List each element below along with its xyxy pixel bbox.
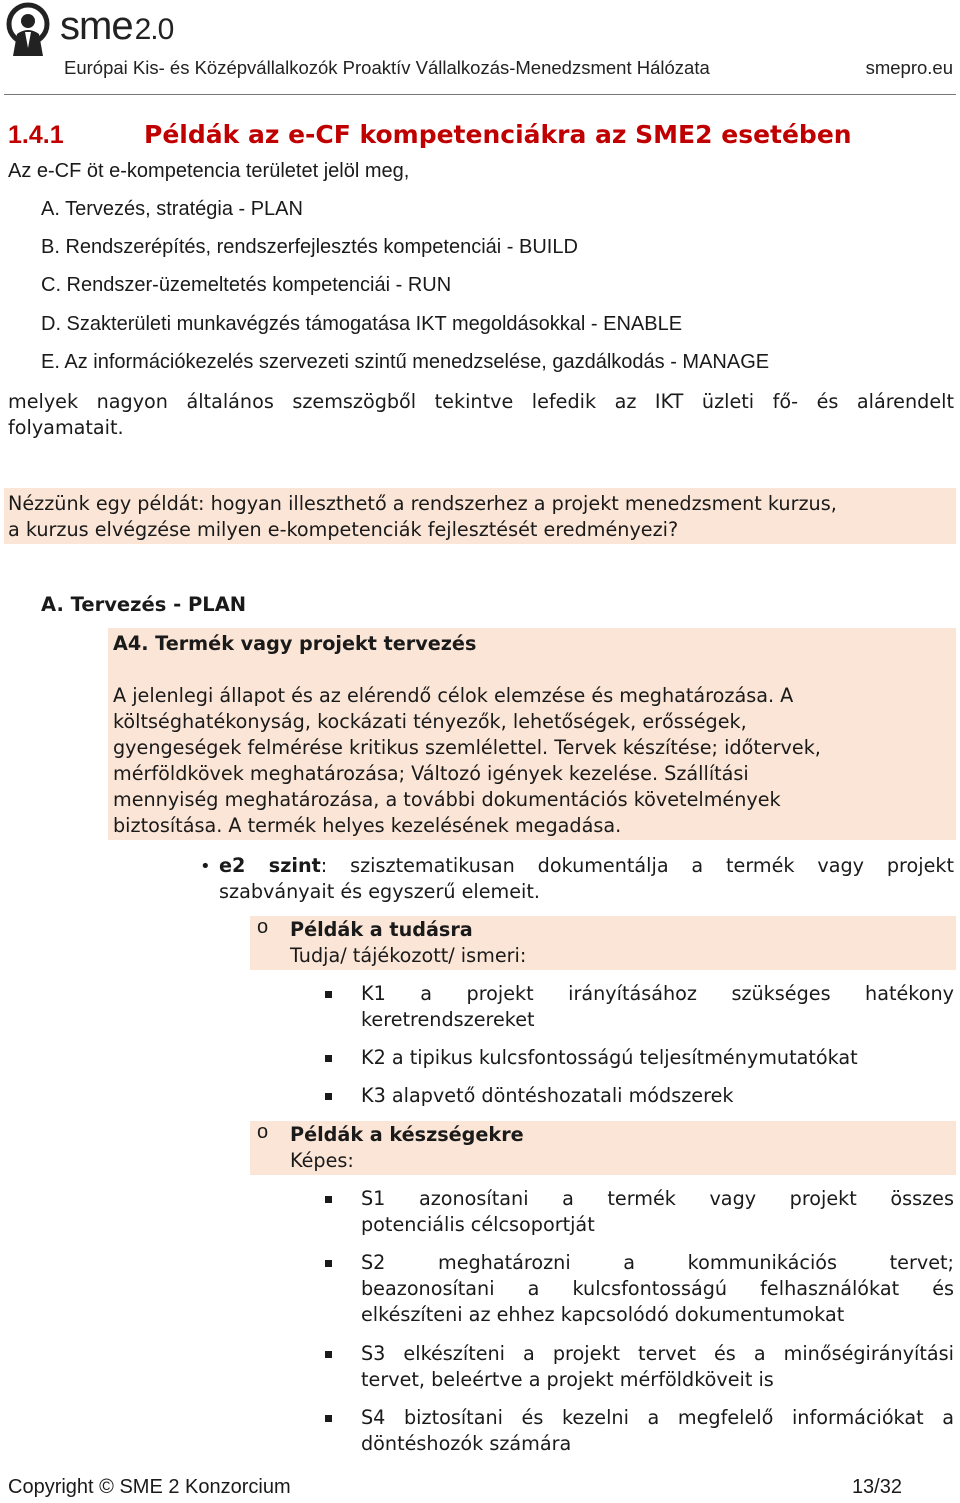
intro-line: Az e-CF öt e-kompetencia területet jelöl meg, bbox=[8, 160, 410, 182]
intro-closing-1: melyek nagyon általános szemszögből tekintve lefedik az IKT üzleti fő- és alárendelt bbox=[8, 390, 954, 413]
square-bullet-icon bbox=[325, 1415, 332, 1422]
logo-version: 2.0 bbox=[134, 13, 174, 46]
logo-person-icon bbox=[4, 2, 54, 56]
knowledge-item-cont: keretrendszereket bbox=[361, 1008, 535, 1031]
square-bullet-icon bbox=[325, 1196, 332, 1203]
section-number: 1.4.1 bbox=[8, 121, 64, 149]
logo-text: sme bbox=[60, 4, 133, 48]
intro-closing-2: folyamatait. bbox=[8, 416, 124, 439]
knowledge-item: K1 a projekt irányításához szükséges hatékony bbox=[361, 982, 954, 1005]
skills-title: Példák a készségekre bbox=[290, 1123, 524, 1146]
skills-subtitle: Képes: bbox=[290, 1149, 354, 1172]
a4-line: mennyiség meghatározása, a további dokumentációs követelmények bbox=[113, 788, 781, 811]
area-enable: D. Szakterületi munkavégzés támogatása IKT megoldásokkal - ENABLE bbox=[41, 313, 683, 335]
skill-item-cont: potenciális célcsoportját bbox=[361, 1213, 595, 1236]
question-line-1: Nézzünk egy példát: hogyan illeszthető a rendszerhez a projekt menedzsment kurzus, bbox=[8, 492, 837, 515]
square-bullet-icon bbox=[325, 1093, 332, 1100]
area-plan: A. Tervezés, stratégia - PLAN bbox=[41, 198, 303, 220]
skill-item-cont: tervet, beleértve a projekt mérföldköveit is bbox=[361, 1368, 774, 1391]
skill-item-cont: döntéshozók számára bbox=[361, 1432, 572, 1455]
level-line-2: szabványait és egyszerű elemeit. bbox=[219, 880, 540, 903]
skill-item: S2 meghatározni a kommunikációs tervet; bbox=[361, 1251, 954, 1274]
a4-description-box bbox=[108, 628, 956, 840]
a4-line: biztosítása. A termék helyes kezelésének megadása. bbox=[113, 814, 622, 837]
header-subtitle: Európai Kis- és Középvállalkozók Proaktív Vállalkozás-Menedzsment Hálózata bbox=[64, 57, 710, 78]
plan-heading: A. Tervezés - PLAN bbox=[41, 593, 247, 616]
a4-line: gyengeségek felmérése kritikus szemlélettel. Tervek készítése; időtervek, bbox=[113, 736, 821, 759]
skill-item: S3 elkészíteni a projekt tervet és a minőségirányítási bbox=[361, 1342, 954, 1365]
skill-item-cont: elkészíteni az ehhez kapcsolódó dokumentumokat bbox=[361, 1303, 845, 1326]
skill-item: S1 azonosítani a termék vagy projekt összes bbox=[361, 1187, 954, 1210]
square-bullet-icon bbox=[325, 991, 332, 998]
level-label: e2 szint bbox=[219, 854, 321, 877]
header-site-link[interactable]: smepro.eu bbox=[865, 57, 953, 78]
square-bullet-icon bbox=[325, 1351, 332, 1358]
section-heading bbox=[8, 120, 852, 150]
area-run: C. Rendszer-üzemeltetés kompetenciái - RUN bbox=[41, 274, 452, 296]
a4-line: mérföldkövek meghatározása; Változó igények kezelése. Szállítási bbox=[113, 762, 749, 785]
question-line-2: a kurzus elvégzése milyen e-kompetenciák fejlesztését eredményezi? bbox=[8, 518, 679, 541]
level-line-1 bbox=[219, 854, 954, 877]
a4-title: A4. Termék vagy projekt tervezés bbox=[113, 632, 477, 655]
level-text: : szisztematikusan dokumentálja a termék vagy projekt bbox=[320, 854, 955, 877]
skill-item-cont: beazonosítani a kulcsfontosságú felhasználókat és bbox=[361, 1277, 954, 1300]
knowledge-subtitle: Tudja/ tájékozott/ ismeri: bbox=[290, 944, 527, 967]
area-manage: E. Az információkezelés szervezeti szintű menedzselése, gazdálkodás - MANAGE bbox=[41, 351, 770, 373]
knowledge-item: K2 a tipikus kulcsfontosságú teljesítménymutatókat bbox=[361, 1046, 858, 1069]
example-question-box bbox=[4, 488, 956, 544]
a4-line: A jelenlegi állapot és az elérendő célok elemzése és meghatározása. A bbox=[113, 684, 794, 707]
knowledge-title: Példák a tudásra bbox=[290, 918, 473, 941]
square-bullet-icon bbox=[325, 1055, 332, 1062]
knowledge-item: K3 alapvető döntéshozatali módszerek bbox=[361, 1084, 734, 1107]
skill-item: S4 biztosítani és kezelni a megfelelő információkat a bbox=[361, 1406, 954, 1429]
section-title: Példák az e-CF kompetenciákra az SME2 esetében bbox=[144, 120, 852, 149]
area-build: B. Rendszerépítés, rendszerfejlesztés kompetenciái - BUILD bbox=[41, 236, 578, 258]
bullet-dot-icon: • bbox=[200, 856, 211, 877]
footer-copyright: Copyright © SME 2 Konzorcium bbox=[8, 1476, 291, 1498]
a4-line: költséghatékonyság, kockázati tényezők, lehetőségek, erősségek, bbox=[113, 710, 747, 733]
circle-bullet-icon: o bbox=[257, 916, 269, 938]
square-bullet-icon bbox=[325, 1260, 332, 1267]
footer-page-number: 13/32 bbox=[851, 1476, 902, 1498]
logo-wordmark bbox=[60, 4, 173, 52]
circle-bullet-icon: o bbox=[257, 1121, 269, 1143]
header-divider bbox=[4, 94, 956, 95]
